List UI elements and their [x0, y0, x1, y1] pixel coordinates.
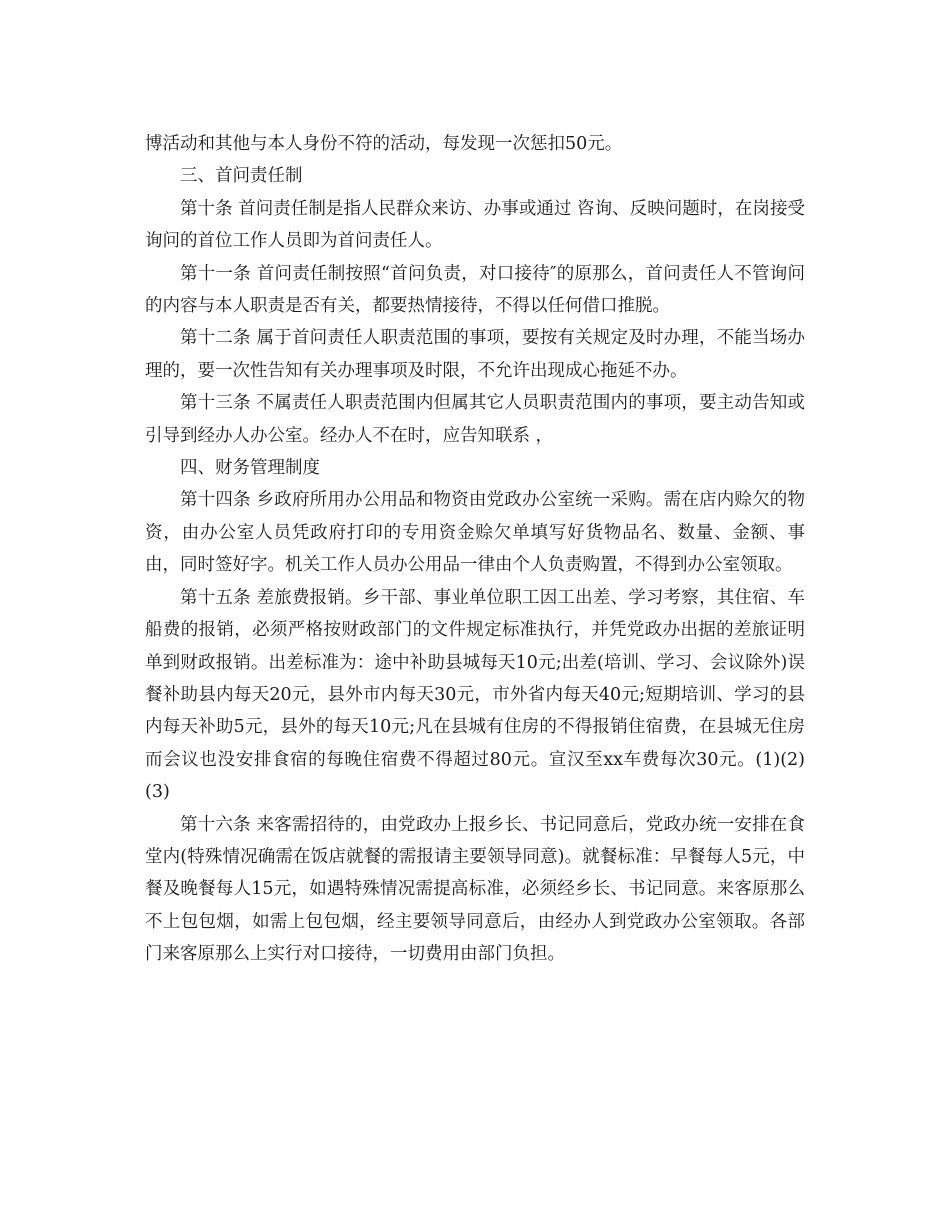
article-14: 第十四条 乡政府所用办公用品和物资由党政办公室统一采购。需在店内赊欠的物资，由办公室人员凭政府打印的专用资金赊欠单填写好货物品名、数量、金额、事由，同时签好字。机关工作人员办公用品一律由个人负责购置，不得到办公室领取。 — [145, 490, 805, 576]
article-13: 第十三条 不属责任人职责范围内但属其它人员职责范围内的事项，要主动告知或引导到经办人办公室。经办人不在时，应告知联系 ， — [145, 393, 805, 446]
article-11: 第十一条 首问责任制按照“首问负责，对口接待″的原那么，首问责任人不管询问的内容与本人职责是否有关，都要热情接待，不得以任何借口推脱。 — [145, 263, 805, 317]
article-12: 第十二条 属于首问责任人职责范围的事项，要按有关规定及时办理，不能当场办理的，要一次性告知有关办理事项及时限，不允许出现成心拖延不办。 — [145, 328, 805, 381]
paragraph-continuation: 博活动和其他与本人身份不符的活动，每发现一次惩扣50元。 — [145, 134, 623, 154]
article-10: 第十条 首问责任制是指人民群众来访、办事或通过 咨询、反映问题时，在岗接受询问的首位工作人员即为首问责任人。 — [145, 198, 805, 252]
article-15: 第十五条 差旅费报销。乡干部、事业单位职工因工出差、学习考察，其住宿、车船费的报销，必须严格按财政部门的文件规定标准执行，并凭党政办出据的差旅证明单到财政报销。出差标准为：途中补助县城每天10元;出差(培训、学习、会议除外)误餐补助县内每天20元，县外市内每天30元，市外省内每天40元;短期培训、学习的县内每天补助5元，县外的每天10元;凡在县城有住房的不得报销住宿费，在县城无住房而会议也没安排食宿的每晚住宿费不得超过80元。宣汉至xx车费每次30元。(1)(2)(3) — [145, 587, 805, 803]
document-body — [145, 128, 805, 971]
section-heading-finance: 四、财务管理制度 — [180, 458, 320, 479]
article-16: 第十六条 来客需招待的，由党政办上报乡长、书记同意后，党政办统一安排在食堂内(特殊情况确需在饭店就餐的需报请主要领导同意)。就餐标准：早餐每人5元，中餐及晚餐每人15元，如遇特殊情况需提高标准，必须经乡长、书记同意。来客原那么不上包包烟，如需上包包烟，经主要领导同意后，由经办人到党政办公室领取。各部门来客原那么上实行对口接待，一切费用由部门负担。 — [145, 814, 805, 965]
section-heading-first-inquiry: 三、首问责任制 — [180, 166, 303, 187]
